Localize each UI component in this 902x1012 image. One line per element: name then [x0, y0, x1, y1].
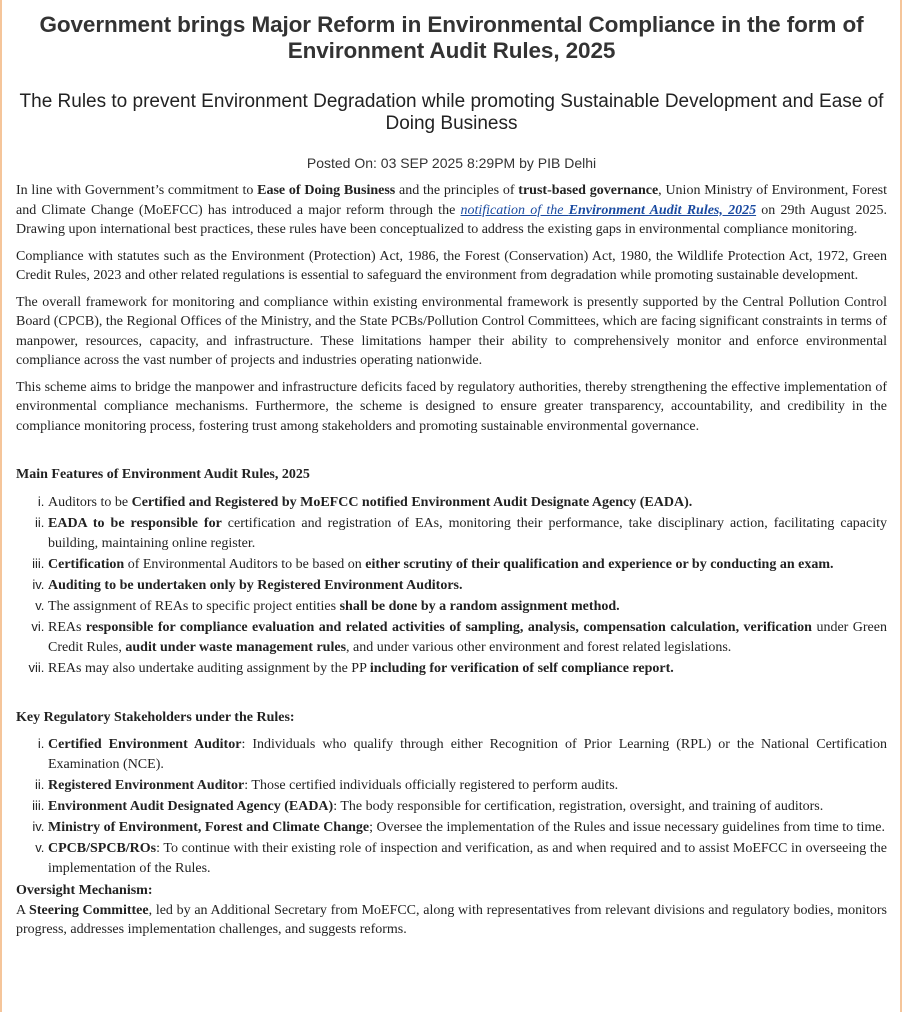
article-title: Government brings Major Reform in Environmental Compliance in the form of Environment Audit Rules, 2025 [39, 12, 864, 63]
oversight-heading: Oversight Mechanism: [16, 883, 153, 898]
scheme-paragraph: This scheme aims to bridge the manpower and infrastructure deficits faced by regulatory authorities, thereby strengthening the effective implementation of environmental compliance mechanisms. Furthermore, the scheme is designed to ensure greater transparency, accountability, and credibility in the compliance monitoring process, fostering trust among stakeholders and promoting sustainable environmental governance. [16, 379, 887, 434]
features-heading: Main Features of Environment Audit Rules, 2025 [16, 467, 310, 482]
list-item: v. The assignment of REAs to specific project entities shall be done by a random assignment method. [48, 596, 887, 617]
stakeholders-heading: Key Regulatory Stakeholders under the Rules: [16, 709, 295, 725]
intro-paragraph: In line with Government’s commitment to Ease of Doing Business and the principles of trust-based governance, Union Ministry of Environment, Forest and Climate Change (MoEFCC) has introduced a major reform through the notification of the Environment Audit Rules, 2025 on 29th August 2025. Drawing upon international best practices, these rules have been conceptualized to address the existing gaps in environmental compliance monitoring. [16, 183, 887, 237]
list-item: vii. REAs may also undertake auditing assignment by the PP including for verification of self compliance report. [48, 658, 887, 679]
article [16, 0, 887, 940]
list-item: ii. Registered Environment Auditor: Those certified individuals officially registered to perform audits. [48, 775, 887, 796]
list-item: i. Certified Environment Auditor: Individuals who qualify through either Recognition of Prior Learning (RPL) or the National Certification Examination (NCE). [48, 734, 887, 775]
list-item: i. Auditors to be Certified and Registered by MoEFCC notified Environment Audit Designate Agency (EADA). [48, 492, 887, 513]
features-list [16, 492, 887, 679]
notification-link[interactable]: notification of the Environment Audit Rules, 2025 [460, 202, 757, 218]
list-item: vi. REAs responsible for compliance evaluation and related activities of sampling, analysis, compensation calculation, verification under Green Credit Rules, audit under waste management rules, and under various other environment and forest related legislations. [48, 617, 887, 658]
list-item: v. CPCB/SPCB/ROs: To continue with their existing role of inspection and verification, as and when required and to assist MoEFCC in overseeing the implementation of the Rules. [48, 838, 887, 879]
article-subtitle: The Rules to prevent Environment Degradation while promoting Sustainable Development and Ease of Doing Business [19, 91, 884, 134]
list-item: iii. Certification of Environmental Auditors to be based on either scrutiny of their qualification and experience or by conducting an exam. [48, 554, 887, 575]
stakeholders-list [16, 734, 887, 879]
oversight-paragraph: A Steering Committee, led by an Additional Secretary from MoEFCC, along with representatives from relevant divisions and regulatory bodies, monitors progress, addresses implementation challenges, and suggests reforms. [16, 902, 887, 937]
posted-on: Posted On: 03 SEP 2025 8:29PM by PIB Delhi [306, 155, 597, 171]
list-item: iii. Environment Audit Designated Agency (EADA): The body responsible for certification, registration, oversight, and training of auditors. [48, 796, 887, 817]
list-item: iv. Auditing to be undertaken only by Registered Environment Auditors. [48, 575, 887, 596]
list-item: iv. Ministry of Environment, Forest and Climate Change; Oversee the implementation of the Rules and issue necessary guidelines from time to time. [48, 817, 887, 838]
statutes-paragraph: Compliance with statutes such as the Environment (Protection) Act, 1986, the Forest (Conservation) Act, 1980, the Wildlife Protection Act, 1972, Green Credit Rules, 2023 and other related regulations is essential to safeguard the environment from degradation while promoting sustainable development. [16, 248, 887, 283]
framework-paragraph: The overall framework for monitoring and compliance within existing environmental framework is presently supported by the Central Pollution Control Board (CPCB), the Regional Offices of the Ministry, and the State PCBs/Pollution Control Committees, which are facing significant constraints in terms of manpower, resources, capacity, and infrastructure. These limitations hamper their ability to comprehensively monitor and enforce environmental compliance across the vast number of projects and industries operating nationwide. [16, 294, 887, 368]
list-item: ii. EADA to be responsible for certification and registration of EAs, monitoring their performance, take disciplinary action, facilitating capacity building, maintaining online register. [48, 513, 887, 554]
